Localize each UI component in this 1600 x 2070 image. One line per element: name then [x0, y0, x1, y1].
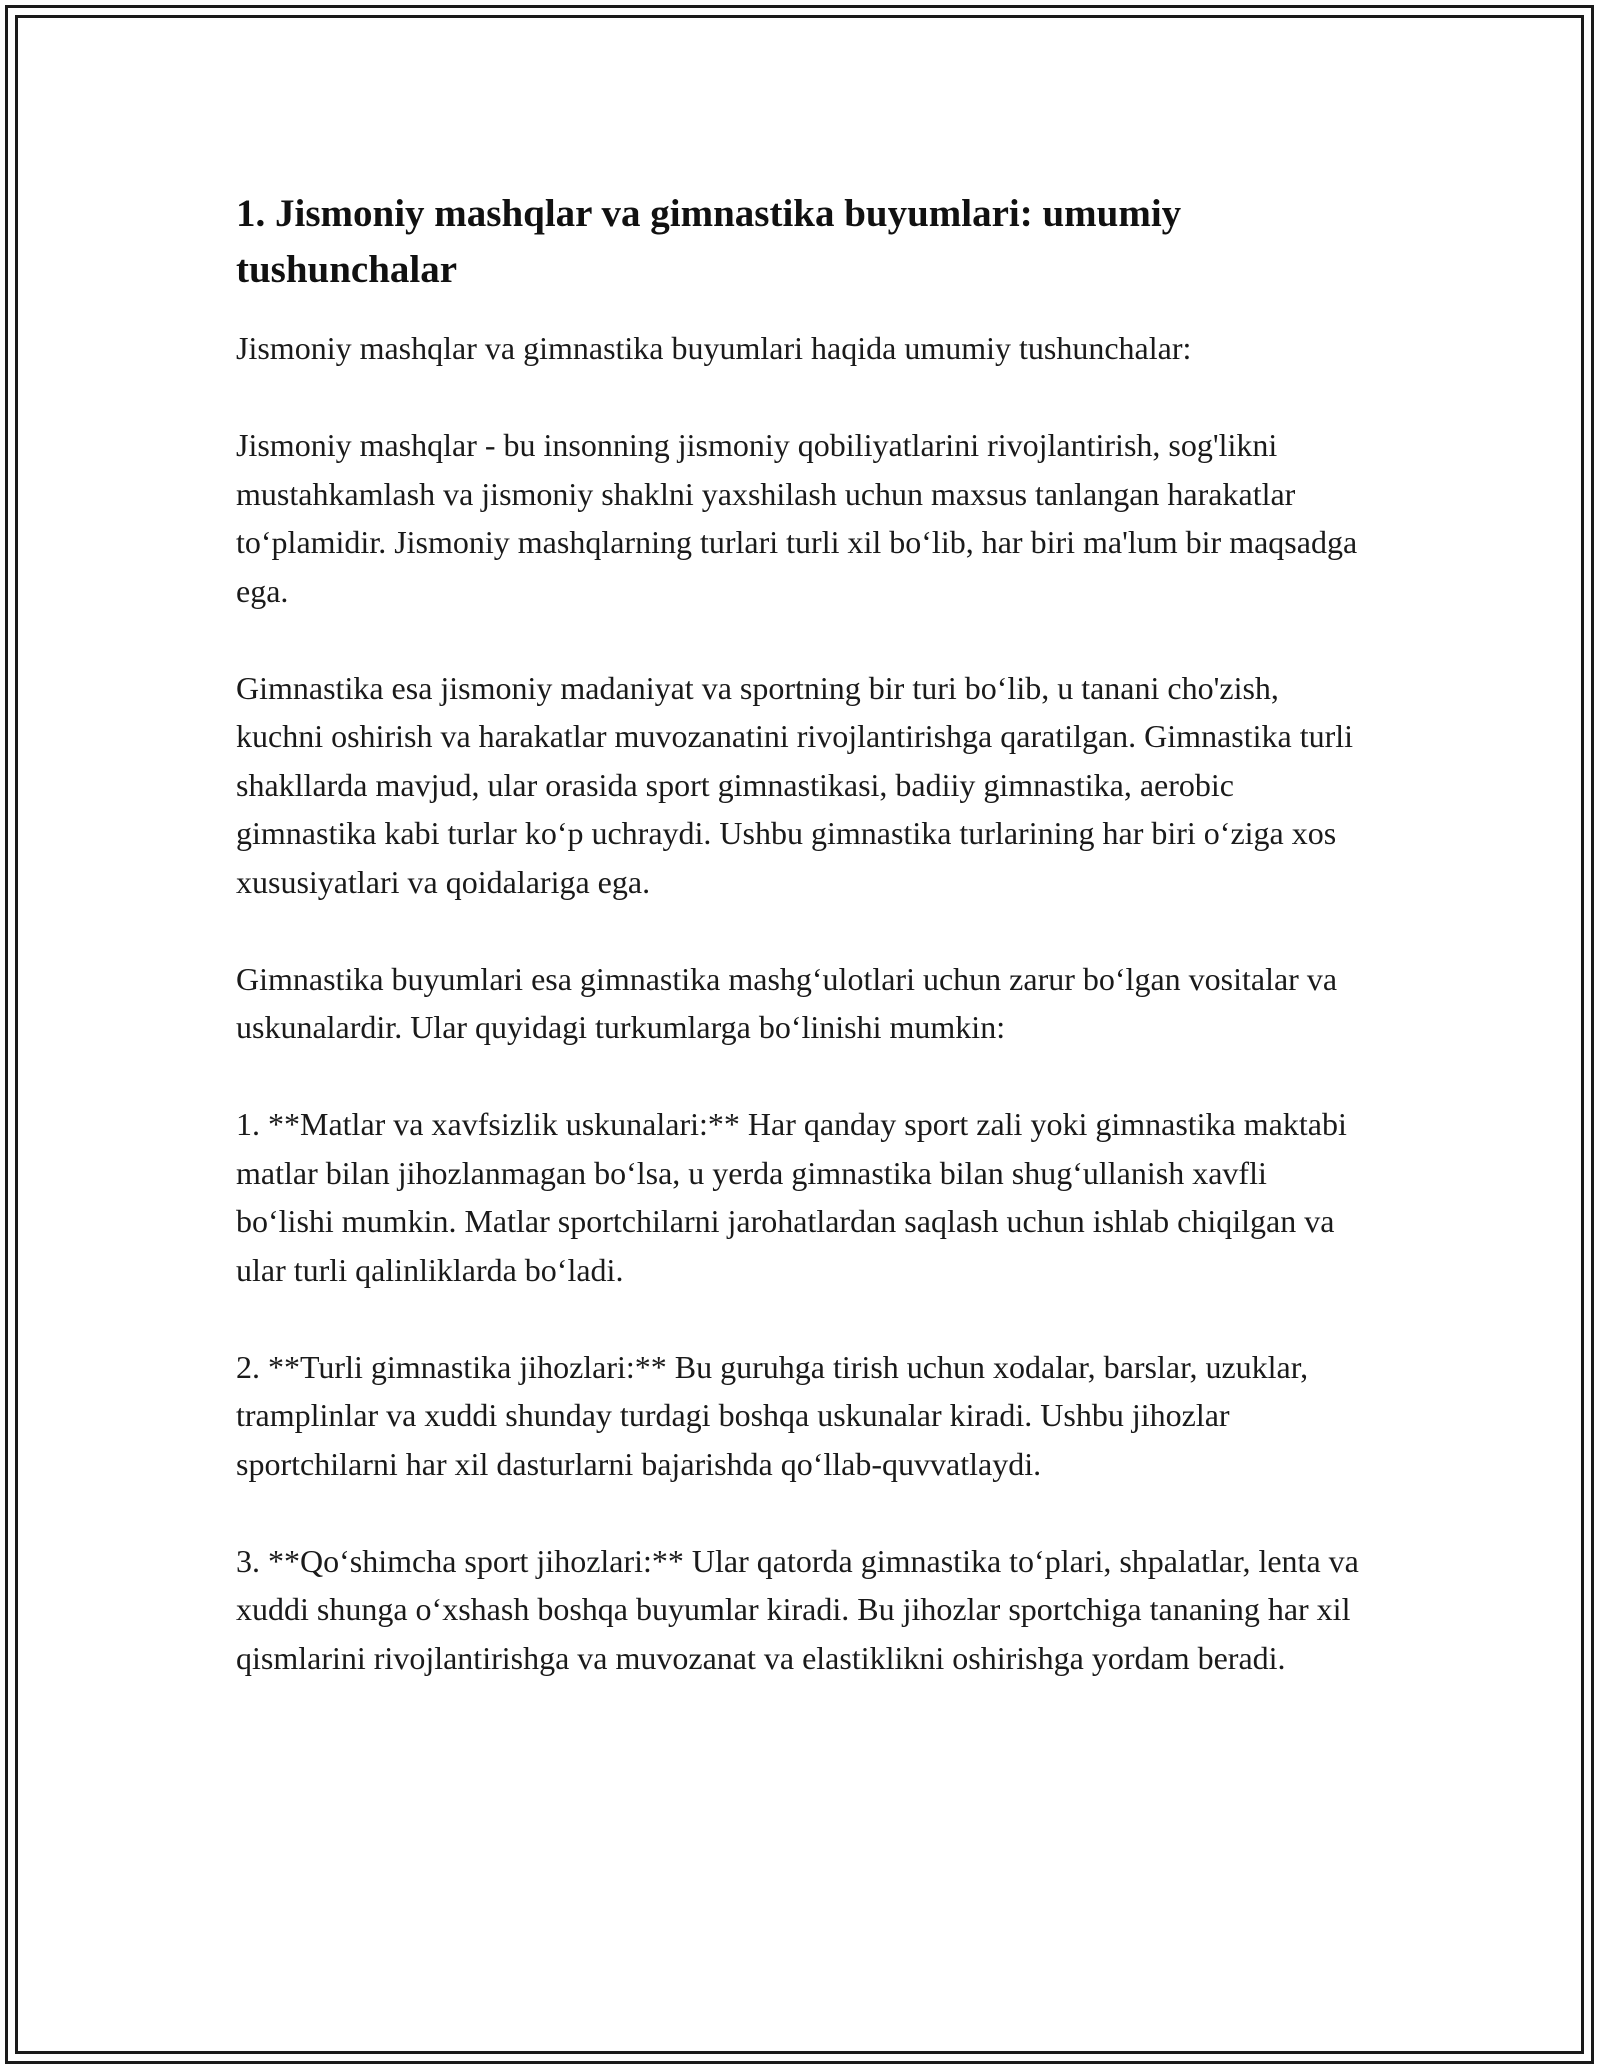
document-body	[236, 186, 1366, 1682]
exercise-definition-paragraph: Jismoniy mashqlar - bu insonning jismoniy qobiliyatlarini rivojlantirish, sog'likni mustahkamlash va jismoniy shaklni yaxshilash uchun maxsus tanlangan harakatlar to‘plamidir. Jismoniy mashqlarning turlari turli xil bo‘lib, har biri ma'lum bir maqsadga ega.	[236, 427, 1358, 609]
paragraph-spacer	[236, 1052, 1366, 1101]
paragraph-spacer	[236, 906, 1366, 955]
paragraph-spacer	[236, 615, 1366, 664]
list-item-apparatus: 2. **Turli gimnastika jihozlari:** Bu guruhga tirish uchun xodalar, barslar, uzuklar, tramplinlar va xuddi shunday turdagi boshqa uskunalar kiradi. Ushbu jihozlar sportchilarni har xil dasturlarni bajarishda qo‘llab-quvvatlaydi.	[236, 1348, 1309, 1482]
equipment-intro-paragraph: Gimnastika buyumlari esa gimnastika mashg‘ulotlari uchun zarur bo‘lgan vositalar va uskunalardir. Ular quyidagi turkumlarga bo‘linishi mumkin:	[236, 960, 1338, 1045]
section-heading: 1. Jismoniy mashqlar va gimnastika buyumlari: umumiy tushunchalar	[236, 192, 1182, 291]
paragraph-spacer	[236, 1294, 1366, 1343]
list-item-mats: 1. **Matlar va xavfsizlik uskunalari:** Har qanday sport zali yoki gimnastika maktabi matlar bilan jihozlanmagan bo‘lsa, u yerda gimnastika bilan shug‘ullanish xavfli bo‘lishi mumkin. Matlar sportchilarni jarohatlardan saqlash uchun ishlab chiqilgan va ular turli qalinliklarda bo‘ladi.	[236, 1106, 1347, 1288]
intro-paragraph: Jismoniy mashqlar va gimnastika buyumlari haqida umumiy tushunchalar:	[236, 330, 1192, 366]
gymnastics-definition-paragraph: Gimnastika esa jismoniy madaniyat va sportning bir turi bo‘lib, u tanani cho'zish, kuchni oshirish va harakatlar muvozanatini rivojlantirishga qaratilgan. Gimnastika turli shakllarda mavjud, ular orasida sport gimnastikasi, badiiy gimnastika, aerobic gimnastika kabi turlar ko‘p uchraydi. Ushbu gimnastika turlarining har biri o‘ziga xos xususiyatlari va qoidalariga ega.	[236, 669, 1354, 900]
list-item-additional-equipment: 3. **Qo‘shimcha sport jihozlari:** Ular qatorda gimnastika to‘plari, shpalatlar, lenta va xuddi shunga o‘xshash boshqa buyumlar kiradi. Bu jihozlar sportchiga tananing har xil qismlarini rivojlantirishga va muvozanat va elastiklikni oshirishga yordam beradi.	[236, 1542, 1359, 1676]
paragraph-spacer	[236, 1488, 1366, 1537]
paragraph-spacer	[236, 373, 1366, 422]
